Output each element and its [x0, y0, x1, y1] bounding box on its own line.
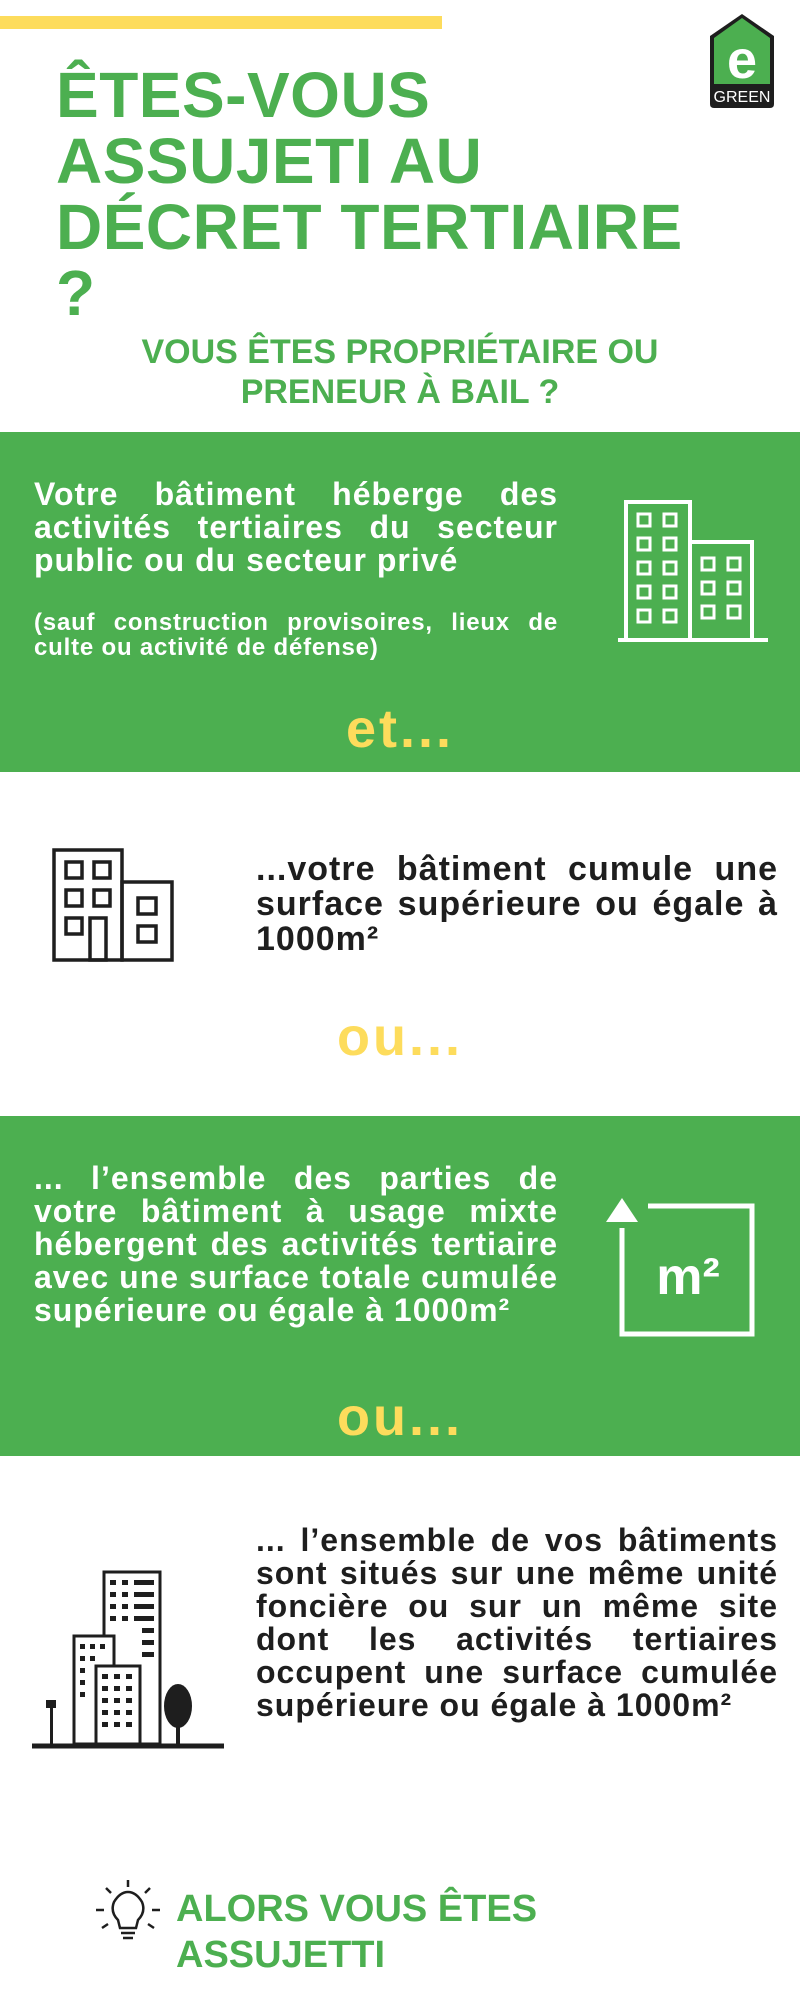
connector-et: et...	[345, 699, 455, 759]
title-line-3: DÉCRET TERTIAIRE ?	[56, 191, 683, 329]
section4-text: ... l’ensemble de vos bâtiments sont situés sur une même unité foncière ou sur un même site dont les activités tertiaires occupent une surface cumulée supérieure ou égale à 1000m²	[256, 1522, 778, 1723]
svg-text:e: e	[726, 30, 758, 90]
subtitle	[80, 332, 720, 412]
section1-text: Votre bâtiment héberge des activités tertiaires du secteur public ou du secteur privé	[34, 476, 558, 578]
title-line-2: ASSUJETI AU	[56, 125, 483, 197]
subtitle-line-2: PRENEUR À BAIL ?	[240, 373, 560, 411]
section1-note: (sauf construction provisoires, lieux de culte ou activité de défense)	[34, 609, 558, 661]
svg-text:GREEN: GREEN	[713, 89, 771, 106]
footer-conclusion: ALORS VOUS ÊTES ASSUJETTI	[176, 1888, 538, 1976]
page-title	[56, 59, 736, 329]
connector-ou-1: ou...	[337, 1007, 463, 1067]
svg-text:m²: m²	[656, 1248, 720, 1306]
lightbulb-icon	[96, 1880, 160, 1946]
title-line-1: ÊTES-VOUS	[56, 59, 431, 131]
section3-text: ... l’ensemble des parties de votre bâtiment à usage mixte hébergent des activités tertiaire avec une surface totale cumulée supérieure ou égale à 1000m²	[34, 1160, 558, 1328]
buildings-icon	[616, 496, 772, 648]
surface-m2-icon	[600, 1196, 760, 1338]
top-accent-bar	[0, 16, 442, 29]
connector-ou-2: ou...	[337, 1387, 463, 1447]
city-icon	[30, 1566, 226, 1752]
subtitle-line-1: VOUS ÊTES PROPRIÉTAIRE OU	[141, 333, 659, 371]
section2-text: ...votre bâtiment cumule une surface supérieure ou égale à 1000m²	[256, 850, 778, 958]
building-icon	[50, 846, 178, 964]
